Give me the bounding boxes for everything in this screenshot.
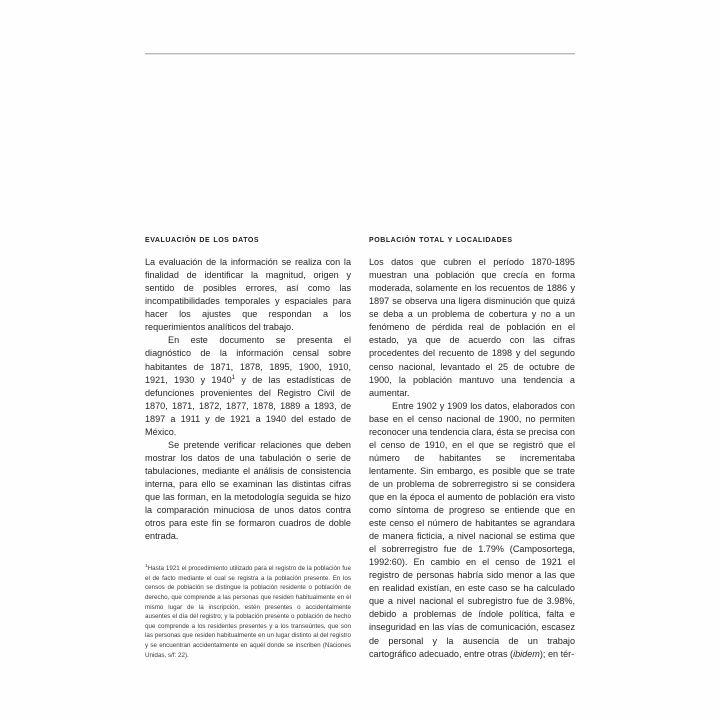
right-column (369, 234, 575, 661)
footnote-1-text: Hasta 1921 el procedimiento utilizado para el registro de la población fue el de facto mediante el cual se registra a la población presente. En los censos de población se distingue la población residente o población de derecho, que comprende a las personas que residen habitualmente en el mismo lugar de la inscripción, estén presentes o accidentalmente ausentes el día del registro; y la población presente o población de hecho que comprende a los residentes presentes y a los transeúntes, que son las personas que residen habitualmente en un lugar distinto al del registro y se encuentran accidentalmente en aquél donde se inscriben (Naciones Unidas, s/f: 22). (145, 565, 351, 659)
two-column-body (145, 234, 575, 661)
footnote-1 (145, 564, 351, 660)
footnote-block (145, 564, 351, 660)
right-paragraph-2-tail: ); en tér- (539, 648, 575, 659)
right-paragraph-1: Los datos que cubren el período 1870-1895 muestran una población que crecía en forma moderada, solamente en los recuentos de 1886 y 1897 se observa una ligera disminución que quizá se deba a un problema de cobertura y no a un fenómeno de pérdida real de población en el estado, ya que de acuerdo con las cifras procedentes del recuento de 1898 y del segundo censo nacional, levantado el 25 de octubre de 1900, la población mantuvo una tendencia a aumentar. (369, 257, 575, 398)
left-column (145, 234, 351, 660)
left-paragraph-1: La evaluación de la información se realiza con la finalidad de identificar la magnitud, origen y sentido de posibles errores, así como las incompatibilidades temporales y espaciales para hacer los ajustes que respondan a los requerimientos analíticos del trabajo. (145, 257, 351, 333)
left-paragraph-2 (145, 334, 351, 438)
footnote-reference-marker[interactable]: 1 (231, 373, 236, 381)
right-paragraph-2: Entre 1902 y 1909 los datos, elaborados con base en el censo nacional de 1900, no permiten reconocer una tendencia clara, ésta se precisa con el censo de 1910, en el que se registró que el número de habitantes se incrementaba lentamente. Sin embargo, es posible que se trate de un problema de sobrerregistro si se considera que en la época el aumento de población era visto como síntoma de progreso se entiende que en este censo el número de habitantes se agrandara de manera ficticia, a nivel nacional se estima que el sobrerregistro fue de 1.79% (Camposortega, 1992:60). En cambio en el censo de 1921 el registro de personas habría sido menor a las que en realidad existían, en este caso se ha calculado que a nivel nacional el subregistro fue de 3.98%, debido a problemas de índole política, falta e inseguridad en las vías de comunicación, escasez de personal y la ausencia de un trabajo cartográfico adecuado, entre otras (ibidem); en tér- (369, 400, 575, 659)
left-paragraph-2-part-2: y de las estadísticas de defunciones provenientes del Registro Civil de 1870, 1871, 1872, 1877, 1878, 1889 a 1893, de 1897 a 1911 y de 1921 a 1940 del estado de México. (145, 374, 351, 437)
left-paragraph-2-part-1: En este documento se presenta el diagnóstico de la información censal sobre habitantes de 1871, 1878, 1895, 1900, 1910, 1921, 1930 y 1940 (145, 335, 351, 385)
section-heading-poblacion-total-y-localidades: población total y localidades (369, 234, 513, 244)
citation-ibidem: ibidem (513, 648, 540, 659)
right-paragraph-2-part-1: Entre 1902 y 1909 los datos, elaborados con base en el censo nacional de 1900, no permiten reconocer una tendencia clara, ésta se precisa con el censo de 1910, en el que se registró que el número de habitantes se incrementaba lentamente. Sin embargo, es posible que se trate de un problema de sobrerregistro si se considera que en la época el aumento de población era visto como síntoma de progreso se entiende que en este censo el número de habitantes se agrandara de manera ficticia, a nivel nacional se estima que el sobrerregistro fue de 1.79% (Camposortega, 1992:60). En cambio en el censo de 1921 el registro de personas habría sido menor a las que en realidad existían, en este caso se ha calculado que a nivel nacional el subregistro fue de 3.98%, debido a problemas de índole política, falta e inseguridad en las vías de comunicación, escasez de personal y la ausencia de un trabajo cartográfico adecuado, entre otras (369, 400, 575, 659)
section-heading-evaluacion-de-los-datos: evaluación de los datos (145, 234, 260, 244)
footnote-marker: 1 (145, 564, 148, 570)
left-paragraph-3: Se pretende verificar relaciones que deben mostrar los datos de una tabulación o serie de tabulaciones, mediante el análisis de consistencia interna, para ello se examinan las distintas cifras que las forman, en la metodología seguida se hizo la comparación minuciosa de unos datos contra otros para este fin se formaron cuadros de doble entrada. (145, 439, 351, 542)
running-head-rule (145, 53, 575, 54)
